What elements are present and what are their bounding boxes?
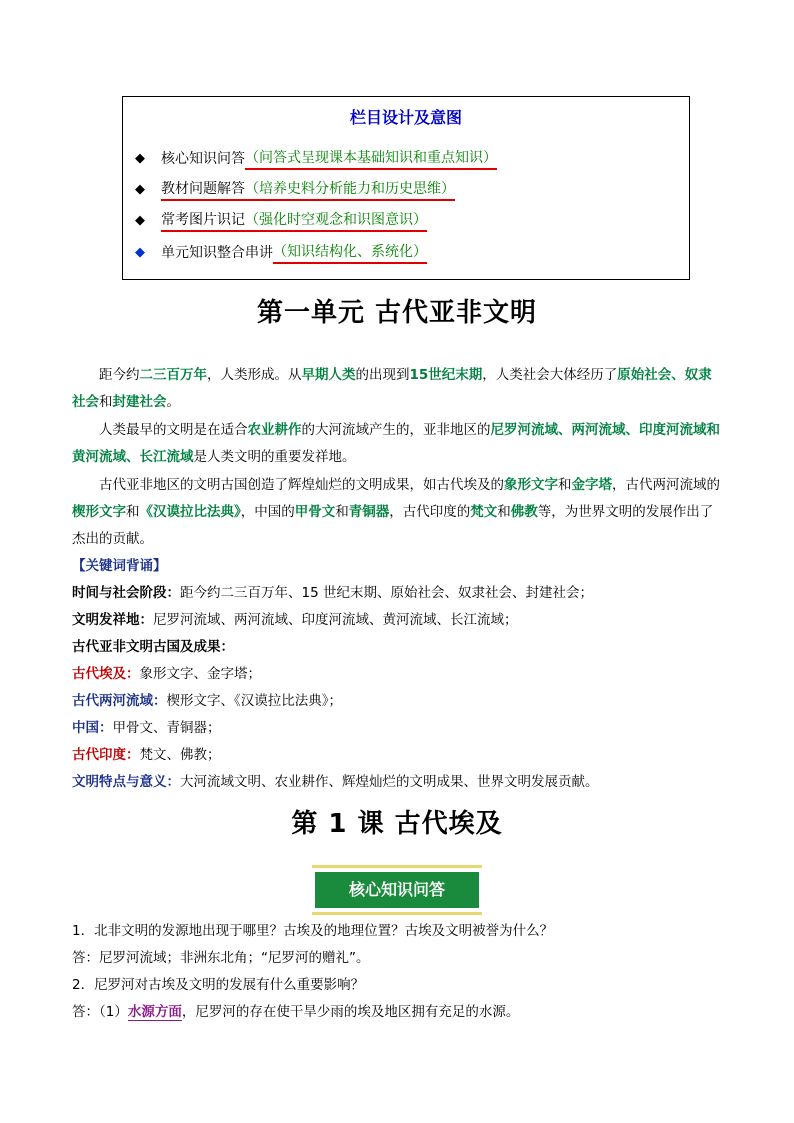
design-intent-box bbox=[122, 96, 690, 280]
section-badge-frame bbox=[312, 865, 482, 915]
diamond-bullet-icon: ◆ bbox=[135, 181, 145, 197]
design-item-unit-integration bbox=[135, 241, 427, 263]
design-item-desc: （知识结构化、系统化） bbox=[273, 241, 427, 264]
diamond-bullet-icon: ◆ bbox=[135, 150, 145, 166]
keyword-features: 文明特点与意义：大河流域文明、农业耕作、辉煌灿烂的文明成果、世界文明发展贡献。 bbox=[72, 774, 599, 790]
keyword-egypt: 古代埃及：象形文字、金字塔； bbox=[72, 666, 261, 682]
intro-paragraph-1: 距今约二三百万年，人类形成。从早期人类的出现到15世纪末期，人类社会大体经历了原始社会、奴隶社会和封建社会。 bbox=[72, 367, 712, 410]
answer-1: 答：尼罗河流域；非洲东北角；“尼罗河的赠礼”。 bbox=[72, 950, 370, 966]
unit-title: 第一单元 古代亚非文明 bbox=[256, 298, 538, 328]
design-item-desc: （强化时空观念和识图意识） bbox=[245, 209, 427, 232]
keyword-india: 古代印度：梵文、佛教； bbox=[72, 747, 221, 763]
design-item-desc: （问答式呈现课本基础知识和重点知识） bbox=[245, 147, 497, 170]
answer-keyword-link[interactable]: 水源方面 bbox=[127, 1004, 182, 1020]
diamond-bullet-icon: ◆ bbox=[135, 244, 145, 260]
keyword-countries-heading: 古代亚非文明古国及成果： bbox=[72, 639, 234, 655]
keyword-china: 中国：甲骨文、青铜器； bbox=[72, 720, 221, 736]
design-item-desc: （培养史料分析能力和历史思维） bbox=[245, 178, 455, 201]
answer-2: 答：（1）水源方面，尼罗河的存在使干旱少雨的埃及地区拥有充足的水源。 bbox=[72, 1004, 520, 1020]
section-badge: 核心知识问答 bbox=[315, 872, 479, 908]
design-item-core-qa bbox=[135, 147, 497, 169]
intro-paragraph-2: 人类最早的文明是在适合农业耕作的大河流域产生的，亚非地区的尼罗河流域、两河流域、印度河流域和黄河流域、长江流域是人类文明的重要发祥地。 bbox=[72, 422, 720, 465]
keywords-heading: 【关键词背诵】 bbox=[72, 558, 167, 574]
keyword-origin: 文明发祥地：尼罗河流域、两河流域、印度河流域、黄河流域、长江流域； bbox=[72, 612, 518, 628]
design-item-name: 核心知识问答 bbox=[161, 151, 245, 167]
design-item-name: 教材问题解答 bbox=[161, 178, 245, 201]
design-item-name: 常考图片识记 bbox=[161, 209, 245, 232]
question-2: 2．尼罗河对古埃及文明的发展有什么重要影响？ bbox=[72, 977, 365, 993]
design-item-textbook-answers bbox=[135, 178, 455, 200]
design-item-name: 单元知识整合串讲 bbox=[161, 245, 273, 261]
diamond-bullet-icon: ◆ bbox=[135, 212, 145, 228]
design-box-title: 栏目设计及意图 bbox=[349, 108, 462, 127]
intro-paragraph-3: 古代亚非地区的文明古国创造了辉煌灿烂的文明成果，如古代埃及的象形文字和金字塔，古代两河流域的楔形文字和《汉谟拉比法典》，中国的甲骨文和青铜器，古代印度的梵文和佛教等，为世界文明的发展作出了杰出的贡献。 bbox=[72, 477, 720, 547]
lesson-title: 第 1 课 古代埃及 bbox=[291, 809, 503, 839]
keyword-time: 时间与社会阶段：距今约二三百万年、15 世纪末期、原始社会、奴隶社会、封建社会； bbox=[72, 585, 593, 601]
keyword-mesopotamia: 古代两河流域：楔形文字、《汉谟拉比法典》； bbox=[72, 693, 342, 709]
design-item-picture-recognition bbox=[135, 209, 427, 231]
question-1: 1．北非文明的发源地出现于哪里？古埃及的地理位置？古埃及文明被誉为什么？ bbox=[72, 923, 554, 939]
